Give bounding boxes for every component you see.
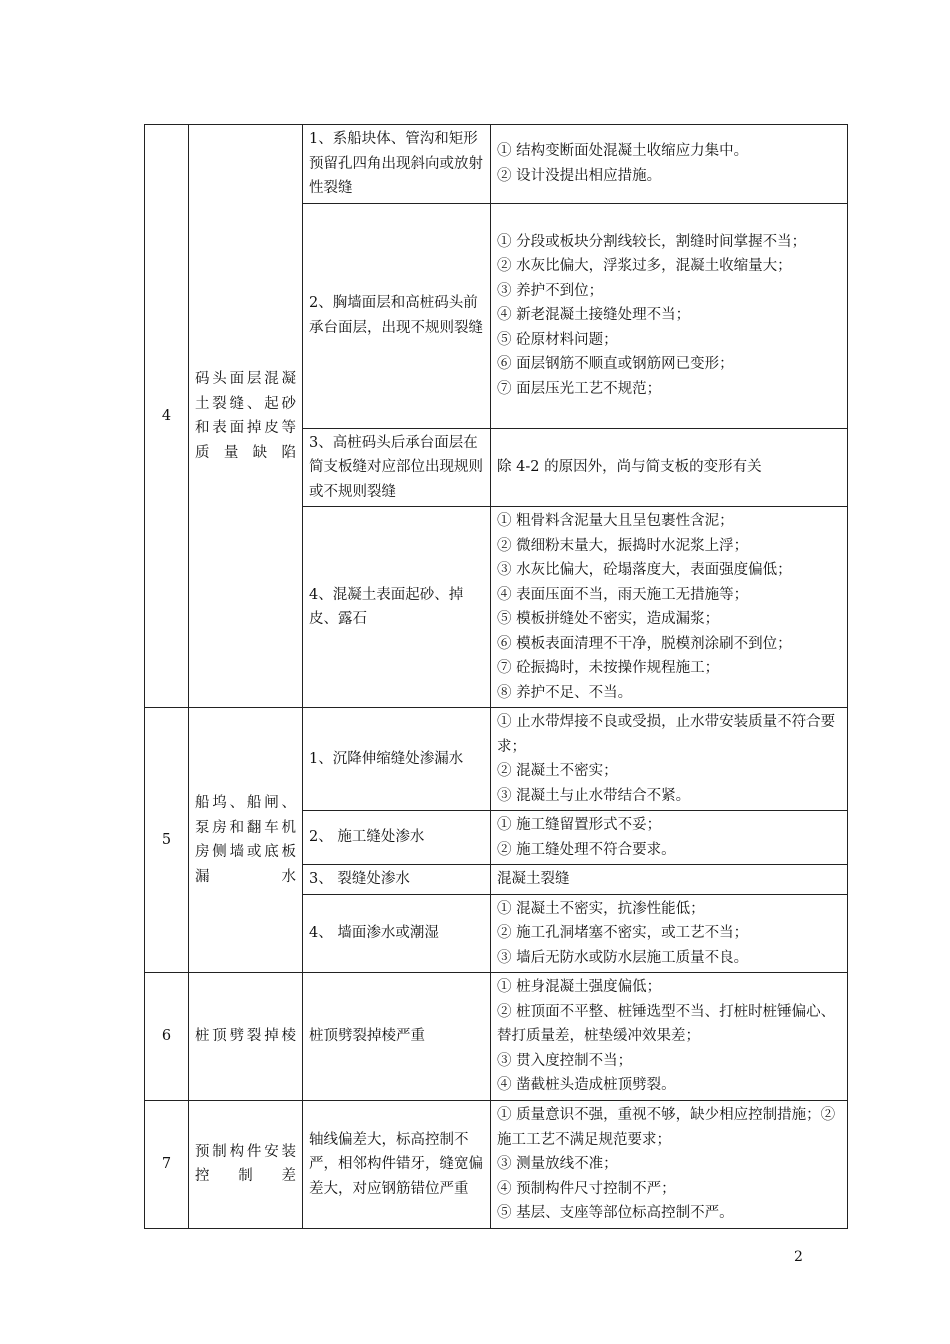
defect-causes: ① 结构变断面处混凝土收缩应力集中。 ② 设计没提出相应措施。 bbox=[491, 125, 848, 204]
defect-causes: ① 分段或板块分割线较长，割缝时间掌握不当； ② 水灰比偏大，浮浆过多，混凝土收缩量大； ③ 养护不到位； ④ 新老混凝土接缝处理不当； ⑤ 砼原材料问题； ⑥ 面层钢筋不顺直或钢筋网已变形； ⑦ 面层压光工艺不规范； bbox=[491, 203, 848, 428]
table-row bbox=[145, 1101, 848, 1229]
row-number: 5 bbox=[145, 708, 189, 973]
defect-causes: ① 施工缝留置形式不妥； ② 施工缝处理不符合要求。 bbox=[491, 811, 848, 865]
row-number: 6 bbox=[145, 973, 189, 1101]
quality-defects-table bbox=[144, 124, 848, 1229]
defect-causes: ① 止水带焊接不良或受损，止水带安装质量不符合要求； ② 混凝土不密实； ③ 混凝土与止水带结合不紧。 bbox=[491, 708, 848, 811]
defect-causes: 除 4-2 的原因外，尚与简支板的变形有关 bbox=[491, 428, 848, 507]
defect-phenomenon: 轴线偏差大，标高控制不严，相邻构件错牙，缝宽偏差大，对应钢筋错位严重 bbox=[303, 1101, 491, 1229]
defect-phenomenon: 2、胸墙面层和高桩码头前承台面层，出现不规则裂缝 bbox=[303, 203, 491, 428]
defect-phenomenon: 3、高桩码头后承台面层在简支板缝对应部位出现规则或不规则裂缝 bbox=[303, 428, 491, 507]
defect-category: 预制构件安装控制差 bbox=[189, 1101, 303, 1229]
defect-causes: ① 粗骨料含泥量大且呈包裹性含泥； ② 微细粉末量大，振捣时水泥浆上浮； ③ 水灰比偏大，砼塌落度大，表面强度偏低； ④ 表面压面不当，雨天施工无措施等； ⑤ 模板拼缝处不密实，造成漏浆； ⑥ 模板表面清理不干净，脱模剂涂刷不到位； ⑦ 砼振捣时，未按操作规程施工； ⑧ 养护不足、不当。 bbox=[491, 507, 848, 708]
defect-phenomenon: 4、 墙面渗水或潮湿 bbox=[303, 894, 491, 973]
defect-category: 码头面层混凝土裂缝、起砂和表面掉皮等质量缺陷 bbox=[189, 125, 303, 708]
defect-phenomenon: 1、系船块体、管沟和矩形预留孔四角出现斜向或放射性裂缝 bbox=[303, 125, 491, 204]
defect-causes: ① 桩身混凝土强度偏低； ② 桩顶面不平整、桩锤选型不当、打桩时桩锤偏心、替打质量差，桩垫缓冲效果差； ③ 贯入度控制不当； ④ 凿截桩头造成桩顶劈裂。 bbox=[491, 973, 848, 1101]
page-number: 2 bbox=[794, 1249, 803, 1265]
defect-causes: ① 混凝土不密实，抗渗性能低； ② 施工孔洞堵塞不密实，或工艺不当； ③ 墙后无防水或防水层施工质量不良。 bbox=[491, 894, 848, 973]
row-number: 7 bbox=[145, 1101, 189, 1229]
table-row bbox=[145, 125, 848, 204]
defect-phenomenon: 桩顶劈裂掉棱严重 bbox=[303, 973, 491, 1101]
defect-causes: ① 质量意识不强，重视不够，缺少相应控制措施；②施工工艺不满足规范要求； ③ 测量放线不准； ④ 预制构件尺寸控制不严； ⑤ 基层、支座等部位标高控制不严。 bbox=[491, 1101, 848, 1229]
defect-phenomenon: 2、 施工缝处渗水 bbox=[303, 811, 491, 865]
defect-category: 桩顶劈裂掉棱 bbox=[189, 973, 303, 1101]
defect-phenomenon: 3、 裂缝处渗水 bbox=[303, 865, 491, 895]
defect-causes: 混凝土裂缝 bbox=[491, 865, 848, 895]
table-row bbox=[145, 973, 848, 1101]
row-number: 4 bbox=[145, 125, 189, 708]
defect-phenomenon: 4、混凝土表面起砂、掉皮、露石 bbox=[303, 507, 491, 708]
defect-phenomenon: 1、沉降伸缩缝处渗漏水 bbox=[303, 708, 491, 811]
defect-category: 船坞、船闸、泵房和翻车机房侧墙或底板漏水 bbox=[189, 708, 303, 973]
table-row bbox=[145, 708, 848, 811]
